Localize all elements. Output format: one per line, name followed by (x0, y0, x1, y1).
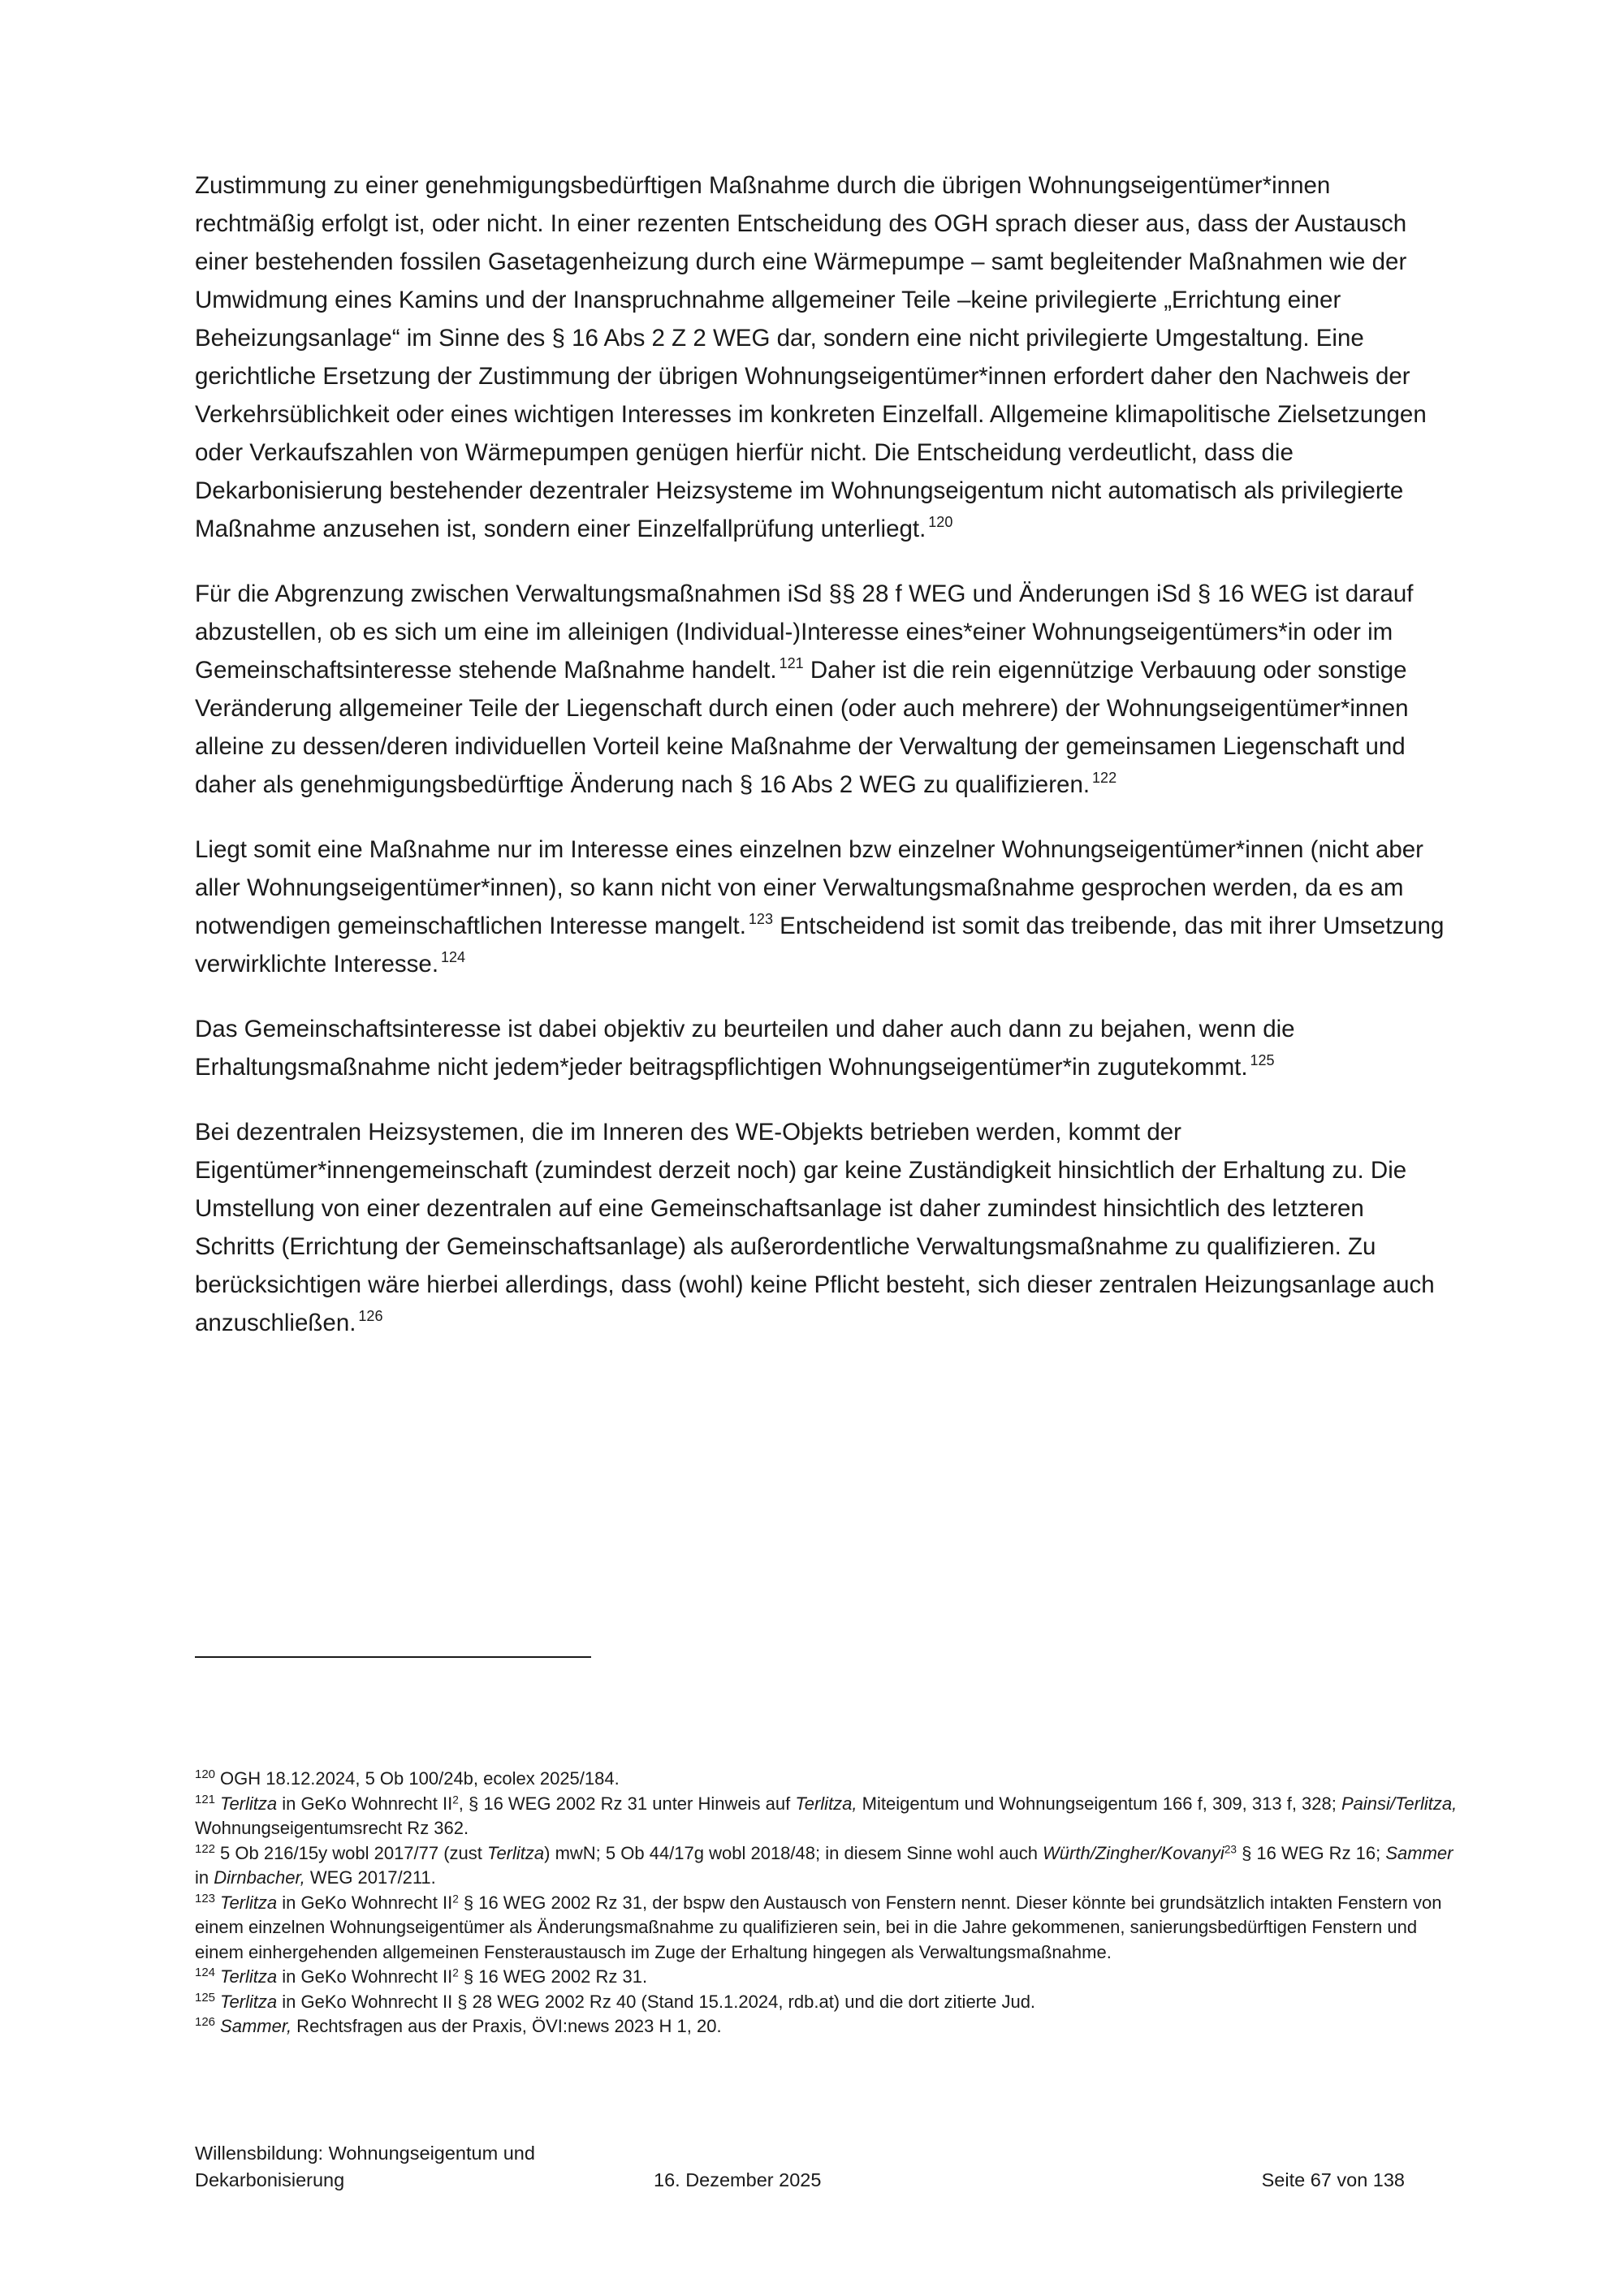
footer-date: 16. Dezember 2025 (654, 2169, 822, 2190)
footnote-ref[interactable]: 122 (1092, 770, 1117, 786)
footnote-ref[interactable]: 124 (441, 949, 466, 965)
footnote-ref[interactable]: 123 (748, 911, 773, 927)
footer-document-title: Willensbildung: Wohnungseigentum und Dekarbonisierung (195, 2143, 535, 2190)
footnote-123: $^{123}$ Terlitza in GeKo Wohnrecht $II^2$ § 16 WEG 2002 Rz 31, der bspw den Austausch von Fenstern nennt. Dieser könnte bei grundsätzlich intakten Fenstern von einem einzelnen Wohnungseigentümer als Änderungsmaßnahme zu qualifizieren sein, bei in die Jahre gekommenen, sanierungsbedürftigen Fenstern und einem einhergehenden allgemeinen Fensteraustausch im Zuge der Erhaltung hingegen als Verwaltungsmaßnahme. (195, 1891, 1442, 1962)
footnote-ref[interactable]: 126 (358, 1308, 383, 1324)
footnote-122: $^{122}$ 5 Ob 216/15y wobl 2017/77 (zust Terlitza) mwN; 5 Ob 44/17g wobl 2018/48; in diesem Sinne wohl auch Würth/Zingher/Kovanyi$^{23}$ § 16 WEG Rz 16; Sammer in Dirnbacher, WEG 2017/211. (195, 1841, 1453, 1888)
main-text (195, 166, 1445, 1369)
footnote-121: $^{121}$ Terlitza in GeKo Wohnrecht $II^2$, § 16 WEG 2002 Rz 31 unter Hinweis auf Terlitza, Miteigentum und Wohnungseigentum 166 f, 309, 313 f, 328; Painsi/Terlitza, Wohnungseigentumsrecht Rz 362. (195, 1792, 1458, 1838)
paragraph: Das Gemeinschaftsinteresse ist dabei objektiv zu beurteilen und daher auch dann zu bejahen, wenn die Erhaltungsmaßnahme nicht jedem*jeder beitragspflichtigen Wohnungseigentümer*in zugutekommt. $^{125}$ (195, 1016, 1295, 1081)
footnote-ref[interactable]: 125 (1250, 1052, 1275, 1068)
paragraph: Für die Abgrenzung zwischen Verwaltungsmaßnahmen iSd §§ 28 f WEG und Änderungen iSd § 16 WEG ist darauf abzustellen, ob es sich um eine im alleinigen (Individual-)Interesse eines*einer Wohnungseigentümers*in oder im Gemeinschaftsinteresse stehende Maßnahme handelt. $^{121}$ Daher ist die rein eigennützige Verbauung oder sonstige Veränderung allgemeiner Teile der Liegenschaft durch einen (oder auch mehrere) der Wohnungseigentümer*innen alleine zu dessen/deren individuellen Vorteil keine Maßnahme der Verwaltung der gemeinsamen Liegenschaft und daher als genehmigungsbedürftige Änderung nach § 16 Abs 2 WEG zu qualifizieren. $^{122}$ (195, 580, 1414, 798)
footnote-124: $^{124}$ Terlitza in GeKo Wohnrecht $II^2$ § 16 WEG 2002 Rz 31. (195, 1966, 648, 1987)
footnote-120: $^{120}$ OGH 18.12.2024, 5 Ob 100/24b, ecolex 2025/184. (195, 1767, 620, 1789)
paragraph: Zustimmung zu einer genehmigungsbedürftigen Maßnahme durch die übrigen Wohnungseigentümer*innen rechtmäßig erfolgt ist, oder nicht. In einer rezenten Entscheidung des OGH sprach dieser aus, dass der Austausch einer bestehenden fossilen Gasetagenheizung durch eine Wärmepumpe – samt begleitender Maßnahmen wie der Umwidmung eines Kamins und der Inanspruchnahme allgemeiner Teile –keine privilegierte „Errichtung einer Beheizungsanlage“ im Sinne des § 16 Abs 2 Z 2 WEG dar, sondern eine nicht privilegierte Umgestaltung. Eine gerichtliche Ersetzung der Zustimmung der übrigen Wohnungseigentümer*innen erfordert daher den Nachweis der Verkehrsüblichkeit oder eines wichtigen Interesses im konkreten Einzelfall. Allgemeine klimapolitische Zielsetzungen oder Verkaufszahlen von Wärmepumpen genügen hierfür nicht. Die Entscheidung verdeutlicht, dass die Dekarbonisierung bestehender dezentraler Heizsysteme im Wohnungseigentum nicht automatisch als privilegierte Maßnahme anzusehen ist, sondern einer Einzelfallprüfung unterliegt. $^{120}$ (195, 172, 1427, 542)
footnote-separator (195, 1656, 591, 1658)
footnotes (195, 1767, 1462, 2039)
paragraph: Bei dezentralen Heizsystemen, die im Inneren des WE-Objekts betrieben werden, kommt der Eigentümer*innengemeinschaft (zumindest derzeit noch) gar keine Zuständigkeit hinsichtlich der Erhaltung zu. Die Umstellung von einer dezentralen auf eine Gemeinschaftsanlage ist daher zumindest hinsichtlich des letzteren Schritts (Errichtung der Gemeinschaftsanlage) als außerordentliche Verwaltungsmaßnahme zu qualifizieren. Zu berücksichtigen wäre hierbei allerdings, dass (wohl) keine Pflicht besteht, sich dieser zentralen Heizungsanlage auch anzuschließen. $^{126}$ (195, 1119, 1435, 1336)
footnote-ref[interactable]: 120 (928, 514, 953, 530)
footnote-ref[interactable]: 121 (779, 655, 804, 671)
footnote-126: $^{126}$ Sammer, Rechtsfragen aus der Praxis, ÖVI:news 2023 H 1, 20. (195, 2015, 722, 2036)
page-footer (195, 2140, 1405, 2205)
footer-page-number: Seite 67 von 138 (1261, 2169, 1405, 2190)
paragraph: Liegt somit eine Maßnahme nur im Interesse eines einzelnen bzw einzelner Wohnungseigentümer*innen (nicht aber aller Wohnungseigentümer*innen), so kann nicht von einer Verwaltungsmaßnahme gesprochen werden, da es am notwendigen gemeinschaftlichen Interesse mangelt. $^{123}$ Entscheidend ist somit das treibende, das mit ihrer Umsetzung verwirklichte Interesse. $^{124}$ (195, 836, 1445, 978)
footnote-125: $^{125}$ Terlitza in GeKo Wohnrecht II § 28 WEG 2002 Rz 40 (Stand 15.1.2024, rdb.at) und die dort zitierte Jud. (195, 1990, 1036, 2012)
